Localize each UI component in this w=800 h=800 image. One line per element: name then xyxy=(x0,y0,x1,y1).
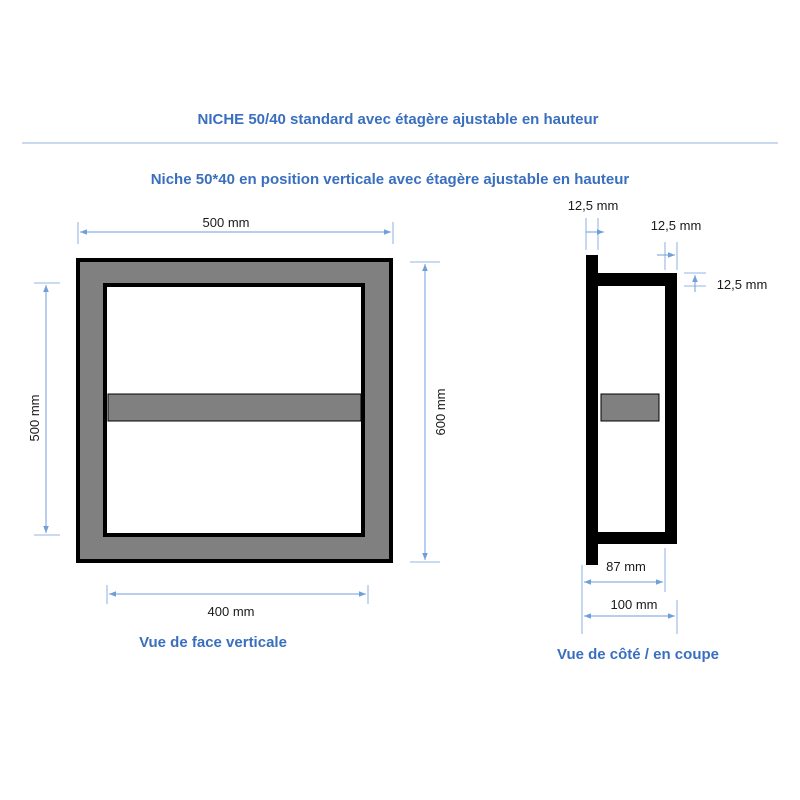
front-view xyxy=(27,215,448,651)
dim-flange-label: 12,5 mm xyxy=(567,198,619,213)
side-view xyxy=(557,198,767,663)
page-title: NICHE 50/40 standard avec étagère ajustable en hauteur xyxy=(197,111,599,128)
dim-total-depth-label: 100 mm xyxy=(610,597,658,612)
side-view-caption: Vue de côté / en coupe xyxy=(557,646,719,663)
dim-back-wall-label: 12,5 mm xyxy=(650,218,702,233)
front-shelf xyxy=(108,394,361,421)
dim-bottom-label: 400 mm xyxy=(207,604,255,619)
dim-left-label: 500 mm xyxy=(27,394,42,442)
side-shelf xyxy=(601,394,659,421)
dim-right-label: 600 mm xyxy=(433,388,448,436)
front-view-caption: Vue de face verticale xyxy=(139,634,287,651)
side-flange xyxy=(586,255,598,565)
dim-inner-depth-label: 87 mm xyxy=(606,559,646,574)
dim-top-wall-label: 12,5 mm xyxy=(716,277,768,292)
page-subtitle: Niche 50*40 en position verticale avec étagère ajustable en hauteur xyxy=(150,171,630,188)
dim-top-label: 500 mm xyxy=(202,215,250,230)
